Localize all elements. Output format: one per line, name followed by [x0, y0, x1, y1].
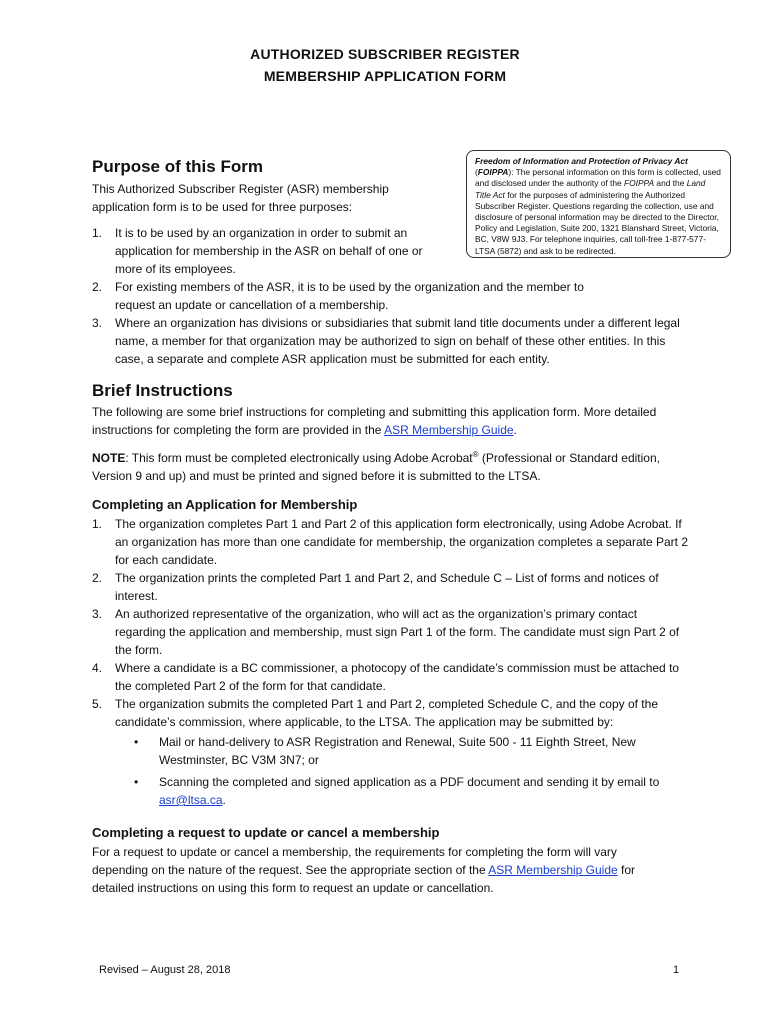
- privacy-text-2: and the: [654, 178, 687, 189]
- purpose-list: [92, 224, 692, 368]
- note-label: NOTE: [92, 451, 126, 465]
- completing-list: [92, 515, 690, 813]
- email-link[interactable]: asr@ltsa.ca: [159, 793, 223, 807]
- asr-guide-link[interactable]: ASR Membership Guide: [488, 863, 618, 877]
- purpose-intro: This Authorized Subscriber Register (ASR) membership application form is to be used for three purposes:: [92, 182, 389, 214]
- privacy-text-1: : The personal information on this form is collected, used and disclosed under the authority of the: [475, 167, 721, 189]
- bullet-item: • Mail or hand-delivery to ASR Registration and Renewal, Suite 500 - 11 Eighth Street, New Westminster, BC V3M 3N7; or: [134, 735, 636, 767]
- list-item: 3. Where an organization has divisions or subsidiaries that submit land title documents under a different legal name, a member for that organization may be authorized to sign on behalf of these other entities. In this case, a separate and complete ASR application must be submitted for each entity.: [92, 316, 680, 366]
- completing-heading: Completing an Application for Membership: [92, 497, 358, 512]
- privacy-text-3: for the purposes of administering the Authorized Subscriber Register. Questions regarding the collection, use and disclosure of personal information may be directed to the Director, Policy and Legislation, Suite 200, 1321 Blanshard Street, Victoria, BC, V8W 9J3. For telephone inquiries, call toll-free 1-877-577-LTSA (5872) and ask to be redirected.: [475, 189, 719, 256]
- privacy-foippa: FOIPPA: [624, 178, 655, 189]
- note-paragraph: NOTE: This form must be completed electronically using Adobe Acrobat® (Professional or Standard edition, Version 9 and up) and must be printed and signed before it is submitted to the LTSA.: [92, 450, 660, 483]
- privacy-notice-box: Freedom of Information and Protection of Privacy Act (FOIPPA): The personal information on this form is collected, used and disclosed under the authority of the FOIPPA and the Land Title Act for the purposes of administering the Authorized Subscriber Register. Questions regarding the collection, use and disclosure of personal information may be directed to the Director, Policy and Legislation, Suite 200, 1321 Blanshard Street, Victoria, BC, V8W 9J3. For telephone inquiries, call toll-free 1-877-577-LTSA (5872) and ask to be redirected.: [466, 150, 731, 258]
- list-item: 1. It is to be used by an organization in order to submit an application for membership in the ASR on behalf of one or more of its employees.: [92, 226, 423, 276]
- purpose-heading: Purpose of this Form: [92, 157, 263, 176]
- submission-methods-list: [115, 733, 690, 809]
- instructions-heading: Brief Instructions: [92, 381, 233, 400]
- registered-mark: ®: [472, 450, 479, 459]
- list-item: 2. The organization prints the completed Part 1 and Part 2, and Schedule C – List of forms and notices of interest.: [92, 571, 659, 603]
- form-title-line1: AUTHORIZED SUBSCRIBER REGISTER: [250, 46, 520, 62]
- revision-date: Revised – August 28, 2018: [99, 964, 231, 976]
- update-paragraph: For a request to update or cancel a membership, the requirements for completing the form will vary depending on the nature of the request. See the appropriate section of the ASR Membership Guide for detailed instructions on using this form to request an update or cancellation.: [92, 845, 636, 895]
- instructions-intro: The following are some brief instructions for completing and submitting this application form. More detailed instructions for completing the form are provided in the ASR Membership Guide.: [92, 405, 657, 437]
- bullet-item: • Scanning the completed and signed application as a PDF document and sending it by email to asr@ltsa.ca.: [134, 775, 660, 807]
- form-title-line2: MEMBERSHIP APPLICATION FORM: [263, 68, 507, 84]
- list-item: 2. For existing members of the ASR, it is to be used by the organization and the member to request an update or cancellation of a membership.: [92, 280, 584, 312]
- list-item: 5. The organization submits the completed Part 1 and Part 2, completed Schedule C, and the copy of the candidate’s commission, where applicable, to the LTSA. The application may be submitted by: • Mail or hand-delivery to ASR Registration and Renewal, Suite 500 - 11 Eighth Street, New Westminster, BC V3M 3N7; or • Scanning the completed and signed application as a PDF document and sending it by email to asr@ltsa.ca.: [92, 695, 690, 809]
- list-item: 3. An authorized representative of the organization, who will act as the organization’s primary contact regarding the application and membership, must sign Part 1 of the form. The candidate must sign Part 2 of the form.: [92, 607, 680, 657]
- privacy-act: Land Title Act: [475, 178, 706, 200]
- privacy-acronym: FOIPPA: [477, 167, 509, 178]
- page-number: 1: [673, 964, 680, 976]
- asr-guide-link[interactable]: ASR Membership Guide: [384, 423, 514, 437]
- list-item: 4. Where a candidate is a BC commissioner, a photocopy of the candidate’s commission must be attached to the completed Part 2 of the form for that candidate.: [92, 661, 680, 693]
- privacy-heading: Freedom of Information and Protection of Privacy Act: [475, 156, 688, 166]
- list-item: 1. The organization completes Part 1 and Part 2 of this application form electronically, using Adobe Acrobat. If an organization has more than one candidate for membership, the organization completes a separate Part 2 for each candidate.: [92, 517, 689, 567]
- update-heading: Completing a request to update or cancel a membership: [92, 825, 440, 840]
